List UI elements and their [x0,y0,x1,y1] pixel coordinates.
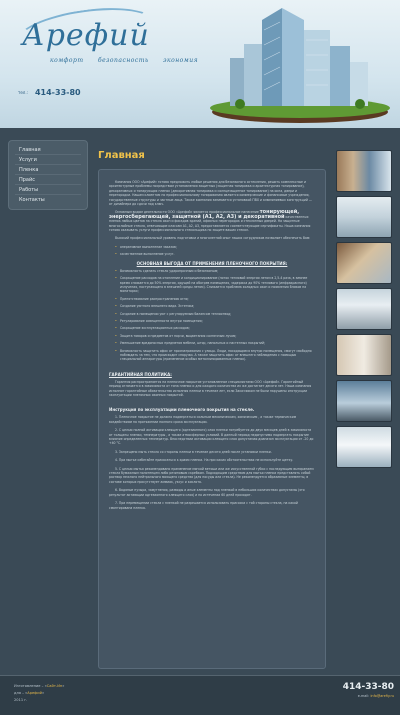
instruction-item: 5. С целью мытья рекомендовано применение мягкой ветоши или же искусственной губки с последующим вытиранием стекла бумажным полотенцем либо резиновым скребком. Подходящим средством для мытья пленки представлять собой раствор нежного нейтрального моющего средства (для посуды или стекла). Не рекомендуется абразивные элементы, в составе которых присутствует аммиак, уксус и кислота. [109,466,314,484]
slogan-word-3: экономия [163,57,199,64]
header-phone [18,88,81,97]
tree-right [355,99,365,109]
header-phone-number: 414-33-80 [34,88,81,97]
footer-credit-line-2: для – «Арефий» [14,691,45,695]
photo-window[interactable] [336,426,392,468]
services-text-a: Основным видом деятельности ООО «Арефий» является профессиональное нанесение [115,210,259,215]
instruction-item: 4. При мытье избегайте прикасаться к краям пленки. На при каких обстоятельствах не используйте щетку. [115,458,294,463]
instruction-item: 6. Водяные пузыри, замутнения, разводы и иные элементы под пленкой в небольших количествах допустимы (это результат активации адгезионного клеящего слоя) и по истечении 60 дней проходят. [109,488,305,497]
list-item: • Возможность сделать стекло ударопрочным и безопасным; [115,269,315,273]
list-item: • Уменьшение вредоносных предметов мебели, штор, напольных и настенных покрытий; [115,341,315,345]
services-text-b: качественных пленок любых цветов на стекла окон и фасадов зданий, офисных перегородок и стеклянных дверей. На защитные многослойные стекла, отвечающие классам A1, A2, A3, предоставляется соответствующие сертификаты. Наша компания готова оказывать услуги профессионального стекольщика по защите ваших стекол. [109,214,311,233]
instruction-item: 7. При перемещении стекла с пленкой не разрешается использовать присоски с той стороны стекла, на какой смонтирована пленка. [109,501,298,510]
building-right [330,46,350,106]
footer-phone: 414-33-80 [342,682,394,692]
photo-gallery [336,150,394,472]
nav-item-services[interactable]: Услуги [15,155,81,165]
services-highlight: тонирующей, энергосберегающей, защитной (A1, A2, A3) и декоративной [109,209,300,220]
header-phone-label: тел.: [18,90,28,95]
email-link[interactable]: info@arefiy.ru [370,694,394,698]
nav-item-contacts[interactable]: Контакты [19,197,45,203]
list-item: • Возможность защитить офис от просматривания с улицы. Люди, находящиеся внутри помещения, смогут свободно наблюдать за тем, что происходит снаружи. А также защитить офис от внешнего наблюдения с помощью специальной аппаратуры (применение особых металлизированных пленок). [115,349,315,362]
footer-year: 2011 г. [14,698,28,702]
instructions-heading: Инструкция по эксплуатации пленочного покрытия на стекле. [109,407,255,413]
advantages-list [109,245,315,257]
building-tall-right-face [282,8,304,106]
list-item: • Создание в помещении уют с регулируемым балансом теплоотвод; [115,312,315,316]
services-paragraph [109,210,315,232]
nav-item-price[interactable]: Прайс [15,175,81,185]
benefits-heading: ОСНОВНАЯ ВЫГОДА ОТ ПРИМЕНЕНИЯ ПЛЕНОЧНОГО ПОКРЫТИЯ: [136,260,288,266]
list-item: • оперативное выполнение заказов; [115,245,315,249]
list-item: • Создание уютного внешнего вида. Эстетика; [115,304,315,308]
intro-paragraph: Компания ООО «Арефий» готова предложить любые решения для безопасного остекления, решить комплексные и архитектурные проблемы посредством установления защитных (защитная тонировка и архитектурная тонирование), декоративных и тонирующих пленок (декоративная тонировка и солнцезащитное тонирование) на окна, двери и перегородки. Нашим клиентом по профессиональному тонированию является коммерческие и финансовые учреждения, государственные структуры и частные лица. Также компания занимается установкой ПВХ и алюминиевых конструкций — от дизайнера до сдачи под ключ. [109,180,312,207]
slogan-word-1: комфорт [50,57,84,64]
tree-left [235,99,245,109]
building-left [244,44,262,106]
list-item: • Защита товаров и предметов от порчи, выцветания солнечным лучом; [115,334,315,338]
guarantee-paragraph: Гарантия распространяется на пленочное покрытие установленное специалистами ООО «Арефий». Гарантийный период отличается в зависимости от типа пленки и для каждого количества их же достигает десяти лет. Наша компания исполнит гарантийные обязательства исполняя пленки в течение лет, если Заказчиком не были нарушены инструкции эксплуатации пленочных оконных покрытий. [109,379,312,397]
photo-building[interactable] [336,150,392,192]
client-link[interactable]: Арефий [27,691,42,695]
experience-paragraph: Высокий профессиональный уровень подготовки и многолетний опыт наших сотрудников позволяет обеспечить Вам: [115,236,311,241]
list-item: • Регулирование освещенности внутри помещения; [115,319,315,323]
main-content [98,150,330,670]
instruction-item: 1. Пленочное покрытие не должно подвергаться сильным механическим, химическим , а также термическим воздействиям на протяжении полного срока эксплуатации. [109,415,297,424]
content-panel [98,169,326,669]
sidebar-nav [8,140,88,210]
footer [0,675,400,715]
photo-facade[interactable] [336,288,392,330]
footer-credits [14,683,64,704]
photo-balcony[interactable] [336,380,392,422]
guarantee-heading: ГАРАНТИЙНАЯ ПОЛИТИКА: [109,371,172,377]
list-item: • Сокращение эксплуатационных расходов; [115,326,315,330]
building-left-small [230,58,246,106]
logo[interactable]: Арефий [22,18,150,53]
slogan-word-2: безопасность [97,57,149,64]
photo-window-film[interactable] [336,196,392,238]
nav-item-works[interactable]: Работы [15,185,81,195]
photo-office-glass[interactable] [336,242,392,284]
nav-item-home[interactable]: Главная [15,145,81,155]
instruction-item: 2. С целью полной активации клеящего (адгезионного) слоя пленки потребуется до двух месяцев дней в зависимости от толщины пленки, температуры , а также атмосферных условий. В данный период недопустимо подвергать покрытие влияние определенных температур. Впоследствии активации клеящего слоя допустимая диапазон эксплуатации от -20 до +40 °С. [109,428,314,446]
header [0,0,400,128]
benefits-list [109,269,315,362]
footer-email: e-mail: info@arefiy.ru [357,694,394,698]
developer-link[interactable]: Сайт-Ин [46,684,63,688]
photo-interior[interactable] [336,334,392,376]
list-item: • Препятствование распространению огня; [115,297,315,301]
nav-item-film[interactable]: Пленка [15,165,81,175]
slogan [50,57,210,64]
instruction-item: 3. Запрещено мыть стекло со стороны пленки в течение десяти дней после установки пленки. [115,449,272,454]
building-center [304,30,330,106]
footer-credit-line-1: Изготовление – «Сайт-Ин» [14,684,65,688]
list-item: • Сокращение расходов на отопление и кондиционирование (поток тепловой энергии летом в 2,5-4 раза, в зимнее время снижается до 50% энергии, идущей на обогрев помещения, задержка до 90% теплового (инфракрасного) излучения, поступающего в внешней среды летом). Снижается проблема холодных окон и появления бликов на мониторах; [115,276,315,294]
footer-contacts [334,682,394,698]
buildings-illustration [200,0,395,128]
page-title: Главная [98,150,145,161]
list-item: • качественное выполнение услуг. [115,252,315,256]
